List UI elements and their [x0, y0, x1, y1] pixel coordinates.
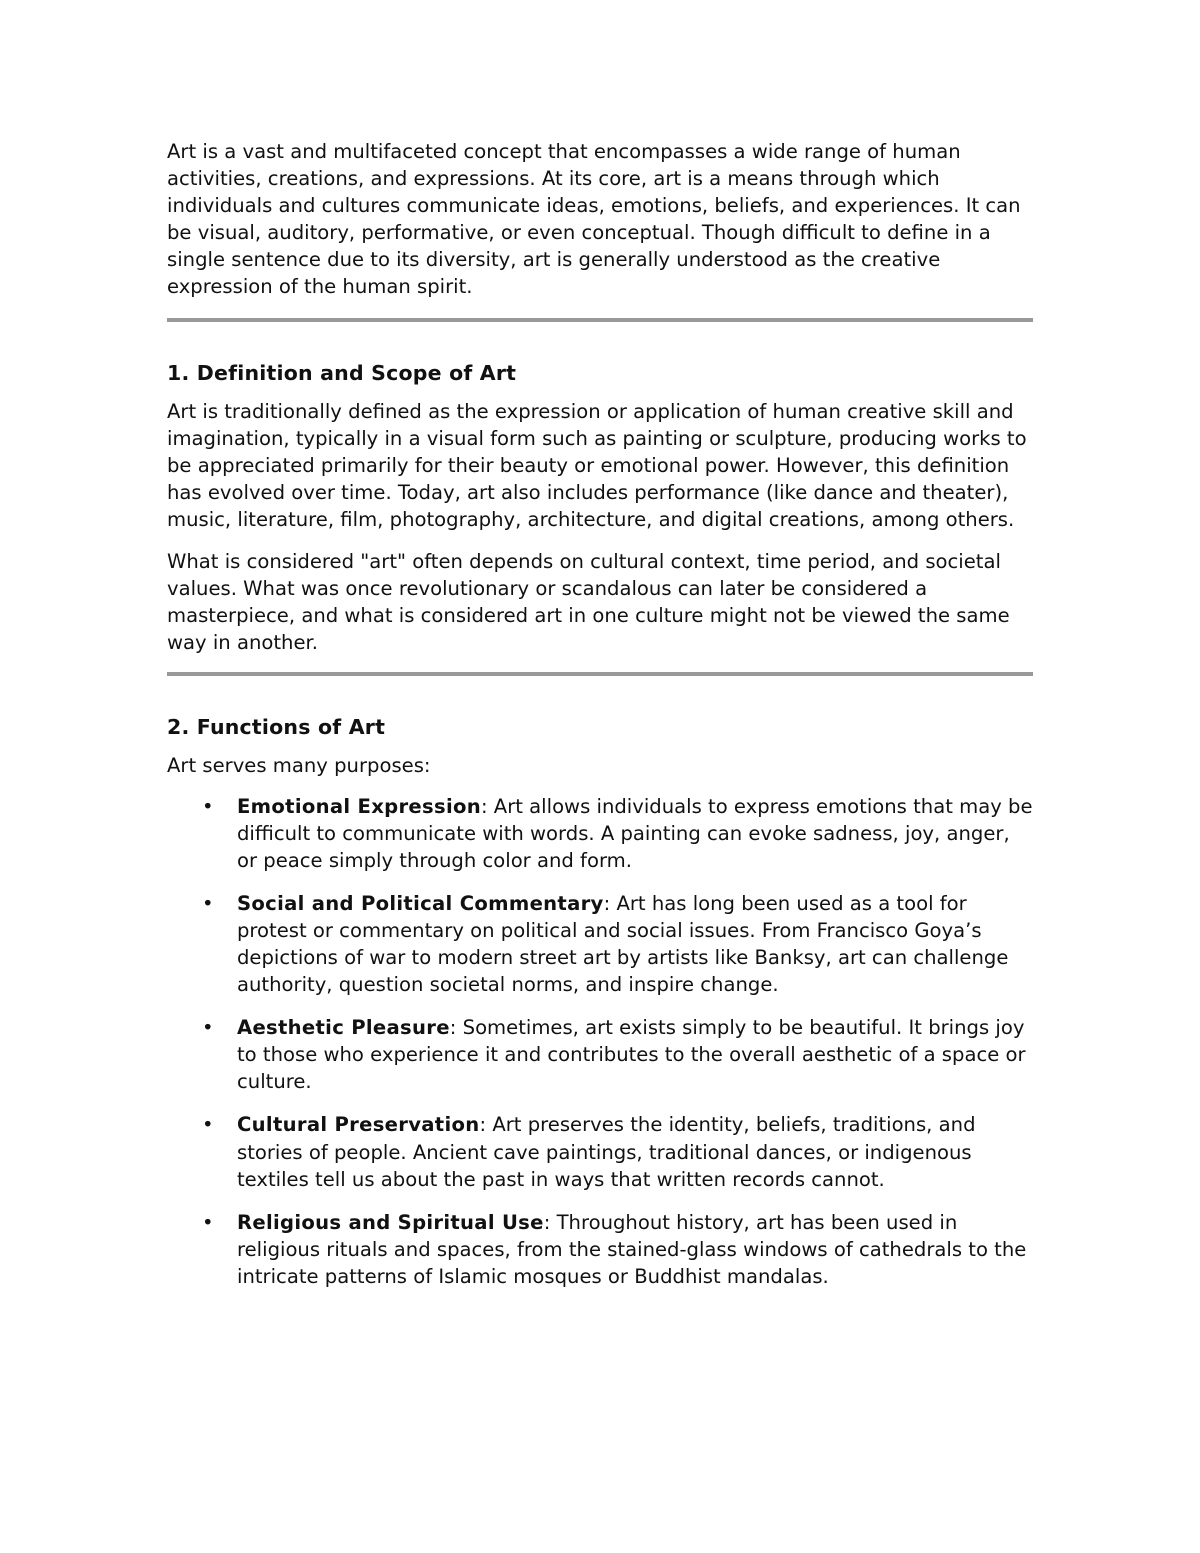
bullet-icon: •	[202, 794, 214, 818]
section-divider	[167, 318, 1033, 322]
list-item-text: : Art has long been used as a tool for protest or commentary on political and social issues. From Francisco Goya’s depictions of war to modern street art by artists like Banksy, art can challenge authority, question societal norms, and inspire change.	[237, 891, 1009, 997]
list-item-term: Cultural Preservation	[237, 1113, 480, 1137]
list-item-term: Emotional Expression	[237, 794, 481, 818]
list-item	[167, 1014, 1033, 1095]
intro-paragraph: Art is a vast and multifaceted concept that encompasses a wide range of human activities, creations, and expressions. At its core, art is a means through which individuals and cultures communicate ideas, emotions, beliefs, and experiences. It can be visual, auditory, performative, or even conceptual. Though difficult to define in a single sentence due to its diversity, art is generally understood as the creative expression of the human spirit.	[167, 140, 1021, 299]
bullet-icon: •	[202, 1210, 214, 1234]
bullet-icon: •	[202, 1113, 214, 1137]
list-item	[167, 1209, 1033, 1290]
section-1-paragraph: Art is traditionally defined as the expression or application of human creative skill and imagination, typically in a visual form such as painting or sculpture, producing works to be appreciated primarily for their beauty or emotional power. However, this definition has evolved over time. Today, art also includes performance (like dance and theater), music, literature, film, photography, architecture, and digital creations, among others.	[167, 399, 1027, 531]
list-item-text: : Art preserves the identity, beliefs, traditions, and stories of people. Ancient cave paintings, traditional dances, or indigenous textiles tell us about the past in ways that written records cannot.	[237, 1113, 976, 1191]
list-item	[167, 890, 1033, 998]
document-page	[167, 138, 1033, 1306]
list-item	[167, 1111, 1033, 1192]
list-item	[167, 793, 1033, 874]
bullet-icon: •	[202, 1016, 214, 1040]
list-item-text: : Sometimes, art exists simply to be beautiful. It brings joy to those who experience it and contributes to the overall aesthetic of a space or culture.	[237, 1016, 1026, 1094]
bullet-icon: •	[202, 891, 214, 915]
section-2-heading: 2. Functions of Art	[167, 715, 386, 740]
list-item-term: Religious and Spiritual Use	[237, 1210, 544, 1234]
section-1-paragraph: What is considered "art" often depends on cultural context, time period, and societal values. What was once revolutionary or scandalous can later be considered a masterpiece, and what is considered art in one culture might not be viewed the same way in another.	[167, 550, 1010, 655]
list-item-text: : Throughout history, art has been used in religious rituals and spaces, from the stained-glass windows of cathedrals to the intricate patterns of Islamic mosques or Buddhist mandalas.	[237, 1210, 1027, 1288]
functions-list	[167, 793, 1033, 1291]
list-item-term: Aesthetic Pleasure	[237, 1016, 450, 1040]
list-item-term: Social and Political Commentary	[237, 891, 604, 915]
section-1-heading: 1. Definition and Scope of Art	[167, 360, 517, 385]
list-item-text: : Art allows individuals to express emotions that may be difficult to communicate with words. A painting can evoke sadness, joy, anger, or peace simply through color and form.	[237, 794, 1033, 872]
section-2-intro: Art serves many purposes:	[167, 754, 431, 778]
section-divider	[167, 672, 1033, 676]
